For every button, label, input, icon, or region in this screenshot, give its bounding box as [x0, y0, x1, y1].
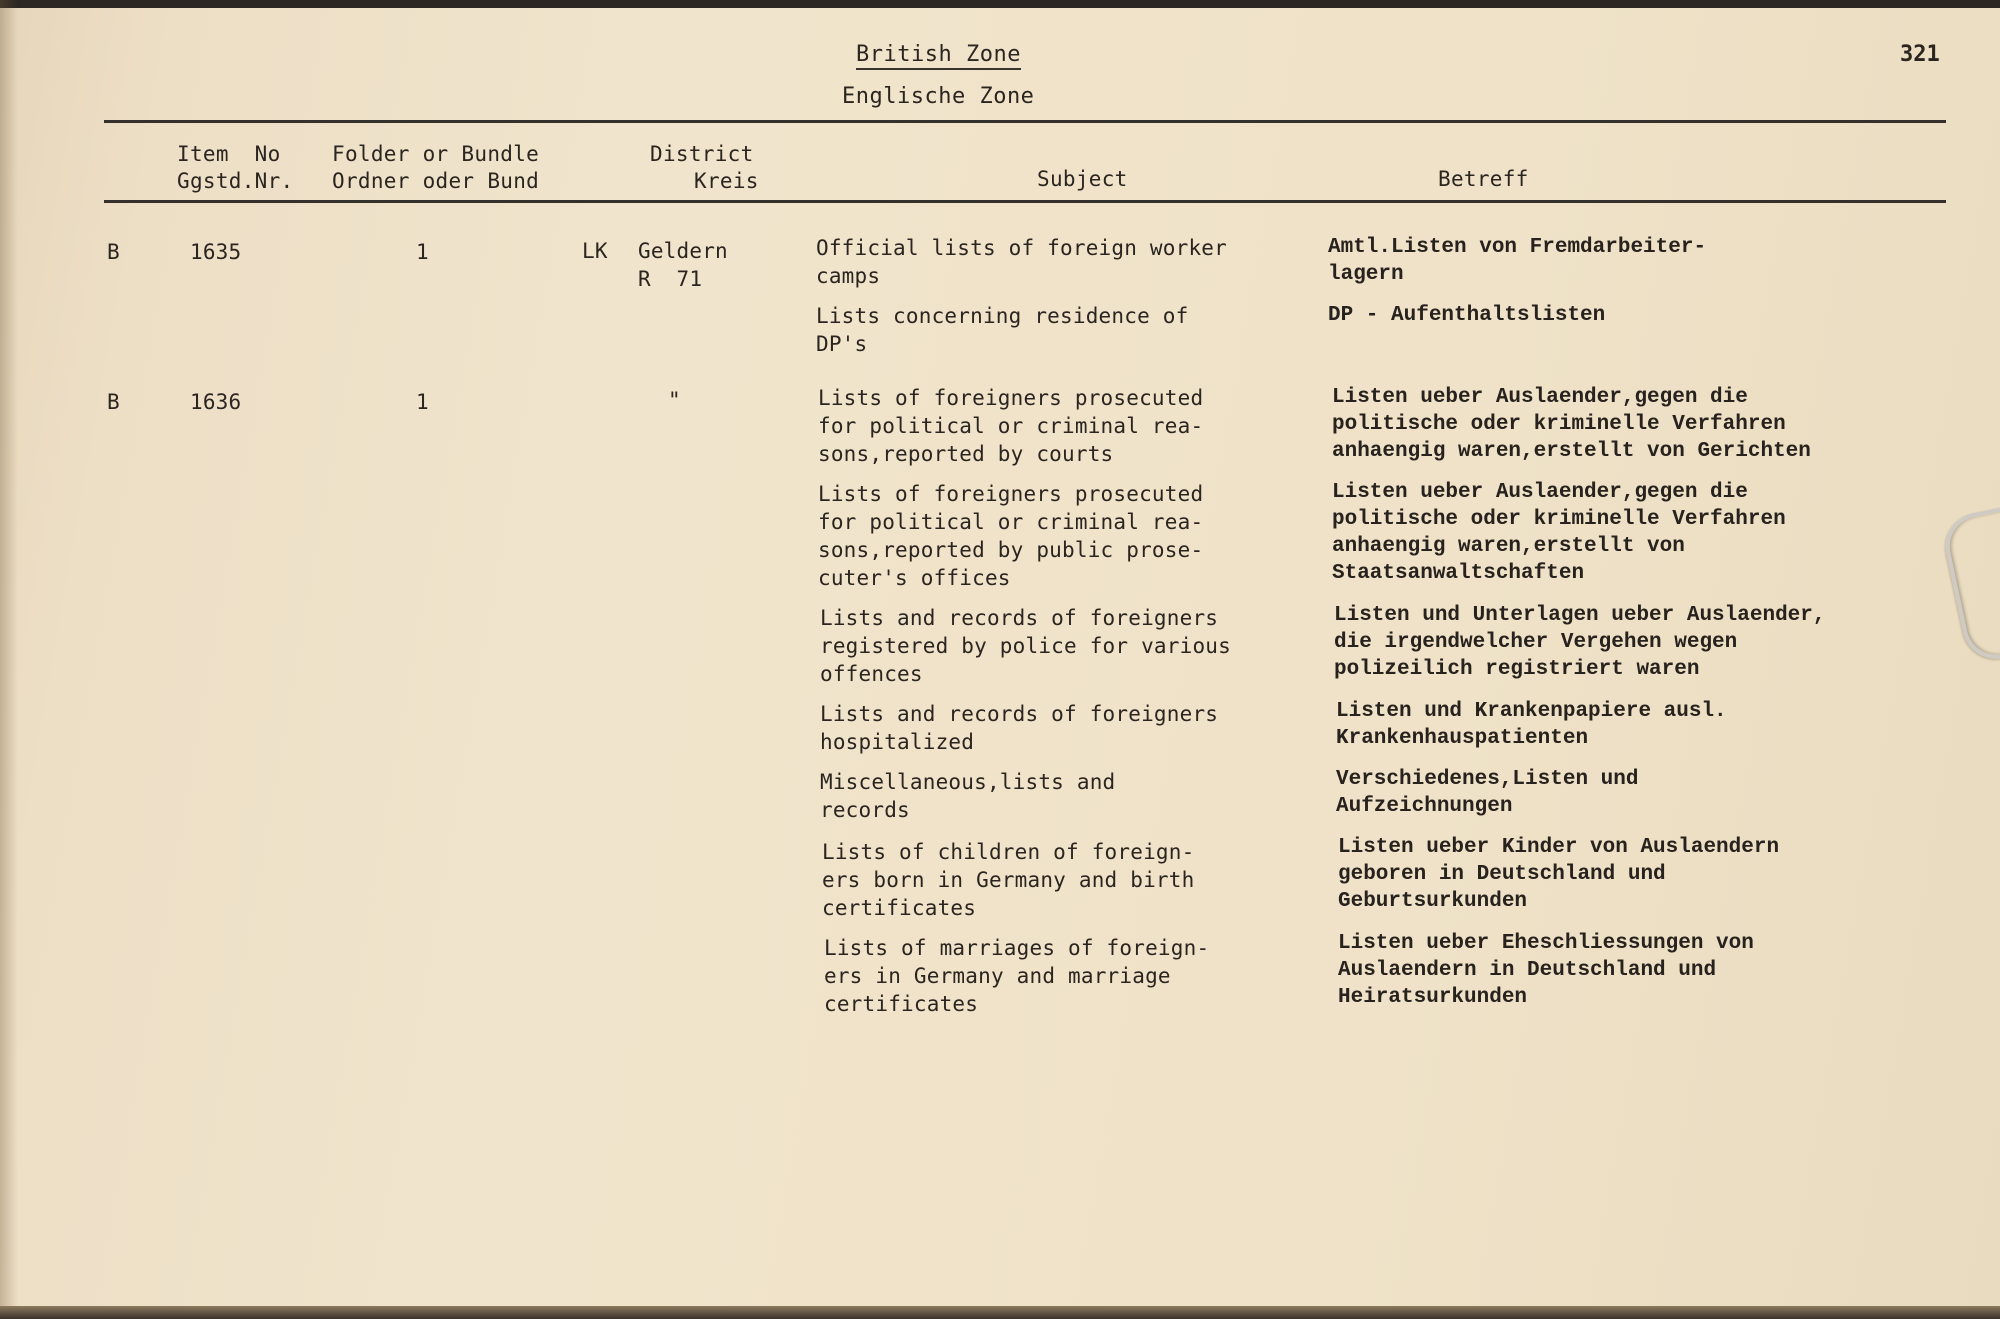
subject-en: Miscellaneous,lists and records [820, 770, 1116, 822]
subject-de: DP - Aufenthaltslisten [1328, 304, 1606, 327]
column-header-betreff: Betreff [1438, 167, 1529, 191]
subject-de: Listen ueber Auslaender,gegen die politische oder kriminelle Verfahren anhaengig waren,erstellt von Gerichten [1332, 386, 1811, 463]
page-top-edge [0, 0, 2000, 8]
entry-district: Geldern [638, 239, 728, 263]
subject-en: Lists of marriages of foreign- ers in Germany and marriage certificates [824, 936, 1210, 1016]
entry-district-ref: R 71 [638, 267, 703, 291]
header-bottom-rule [104, 200, 1946, 203]
entry-folder: 1 [416, 390, 429, 414]
entry-folder: 1 [416, 240, 429, 264]
subject-en: Official lists of foreign worker camps [816, 236, 1227, 288]
subject-de: Listen ueber Kinder von Auslaendern geboren in Deutschland und Geburtsurkunden [1338, 836, 1780, 913]
column-header-subject: Subject [1037, 167, 1128, 191]
column-header-district-de: Kreis [694, 169, 759, 193]
subject-de: Verschiedenes,Listen und Aufzeichnungen [1336, 768, 1639, 818]
subject-en: Lists and records of foreigners hospitalized [820, 702, 1219, 754]
column-header-folder-de: Ordner oder Bund [332, 169, 540, 193]
column-header-folder-en: Folder or Bundle [332, 142, 540, 166]
paper-clip-icon [1939, 507, 2000, 665]
column-header-district-en: District [650, 142, 754, 166]
column-header-item-no-de: Ggstd.Nr. [177, 169, 294, 193]
entry-series: B [107, 390, 120, 414]
subject-en: Lists of foreigners prosecuted for political or criminal rea- sons,reported by public prose- cuter's offices [818, 482, 1204, 590]
page-subtitle: Englische Zone [842, 84, 1035, 109]
subject-de: Listen ueber Auslaender,gegen die politische oder kriminelle Verfahren anhaengig waren,erstellt von Staatsanwaltschaften [1332, 481, 1786, 585]
entry-district-prefix: LK [582, 239, 608, 263]
subject-en: Lists and records of foreigners registered by police for various offences [820, 606, 1231, 686]
header-top-rule [104, 120, 1946, 123]
entry-district-ditto: " [668, 388, 681, 412]
column-header-item-no-en: Item No [177, 142, 281, 166]
entry-item-no: 1635 [190, 240, 242, 264]
subject-de: Listen und Krankenpapiere ausl. Krankenhauspatienten [1336, 700, 1727, 750]
subject-en: Lists of foreigners prosecuted for political or criminal rea- sons,reported by courts [818, 386, 1204, 466]
page-bottom-edge [0, 1306, 2000, 1319]
subject-de: Amtl.Listen von Fremdarbeiter- lagern [1328, 236, 1707, 286]
page-title: British Zone [856, 42, 1021, 70]
entry-series: B [107, 240, 120, 264]
subject-en: Lists concerning residence of DP's [816, 304, 1189, 356]
subject-en: Lists of children of foreign- ers born in Germany and birth certificates [822, 840, 1195, 920]
subject-de: Listen ueber Eheschliessungen von Auslaendern in Deutschland und Heiratsurkunden [1338, 932, 1754, 1009]
entry-item-no: 1636 [190, 390, 242, 414]
subject-de: Listen und Unterlagen ueber Auslaender, die irgendwelcher Vergehen wegen polizeilich registriert waren [1334, 604, 1826, 681]
binding-shadow [0, 0, 18, 1319]
page-number: 321 [1900, 42, 1940, 67]
